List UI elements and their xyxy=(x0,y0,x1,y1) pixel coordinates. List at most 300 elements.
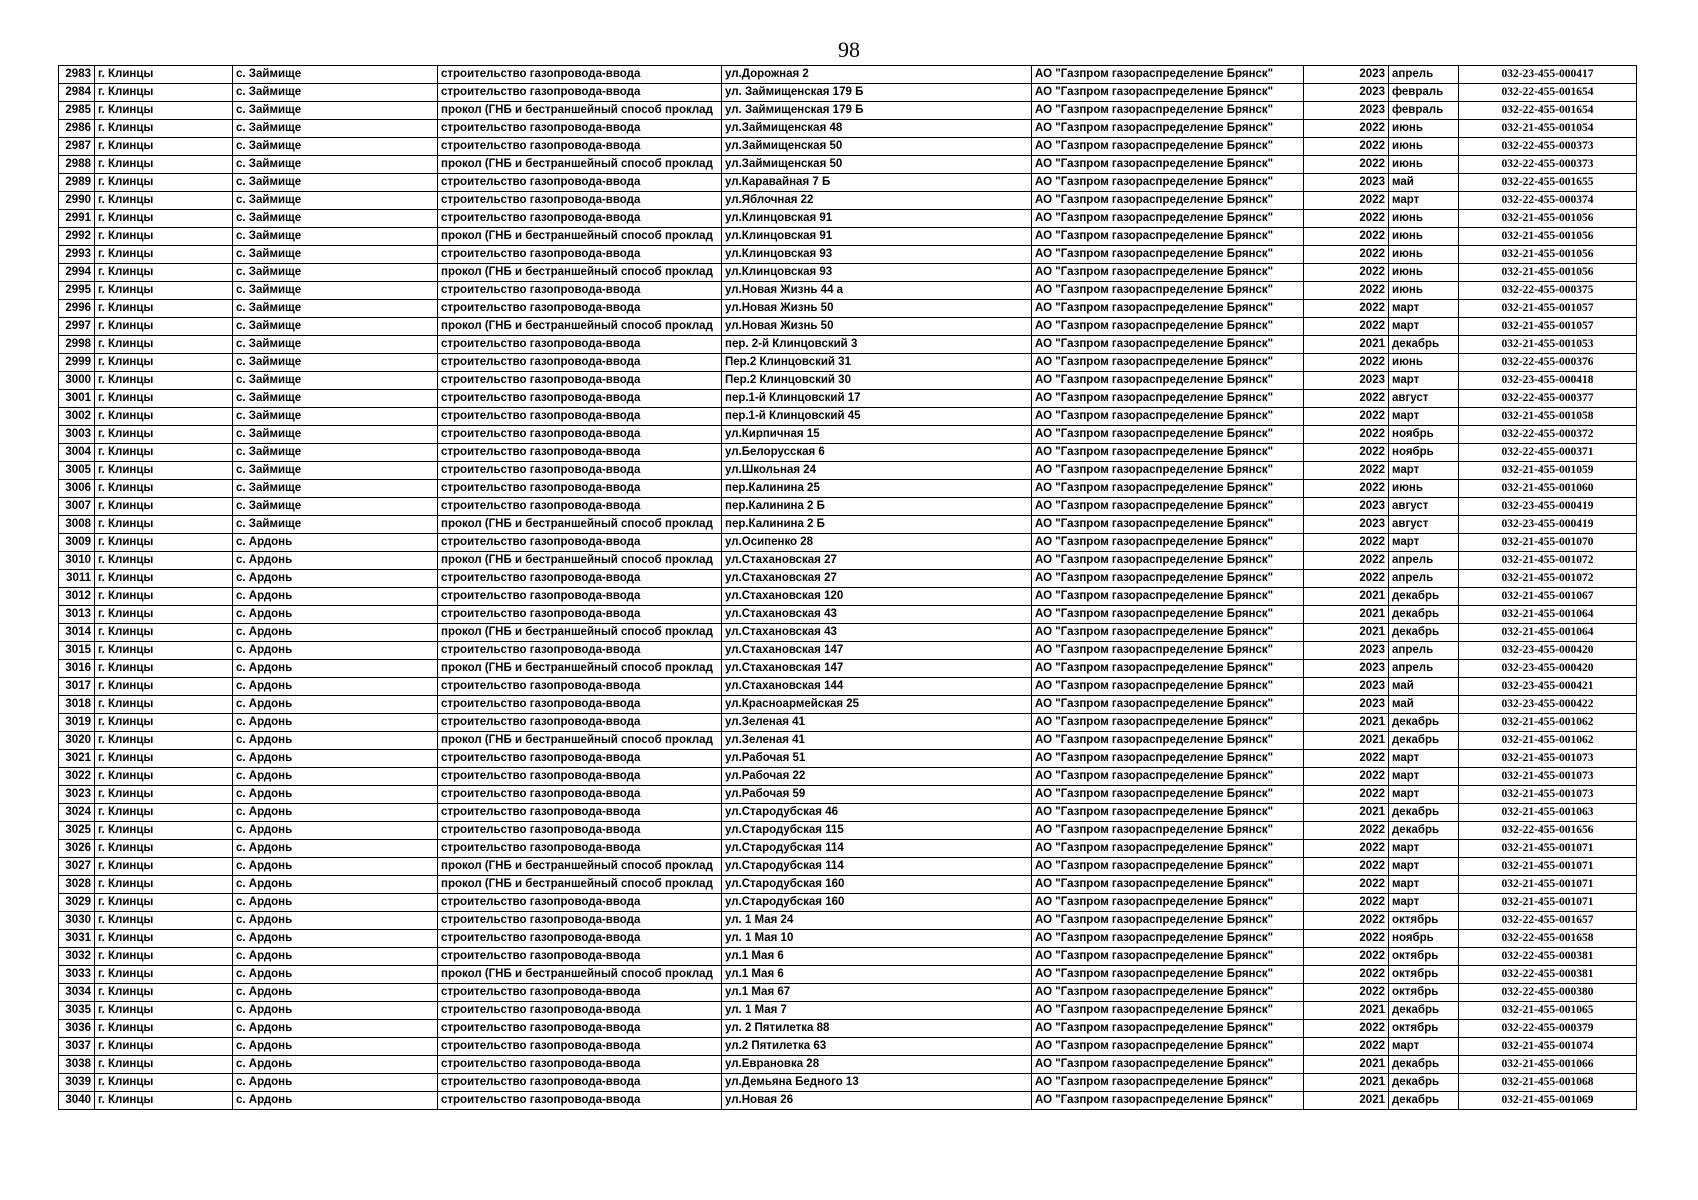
table-row xyxy=(59,408,1637,426)
settlement-cell: с. Займище xyxy=(233,354,438,372)
settlement-cell: с. Ардонь xyxy=(233,606,438,624)
organization-cell: АО "Газпром газораспределение Брянск" xyxy=(1032,966,1304,984)
organization-cell: АО "Газпром газораспределение Брянск" xyxy=(1032,894,1304,912)
settlement-cell: с. Ардонь xyxy=(233,894,438,912)
work-type-cell: строительство газопровода-ввода xyxy=(438,282,722,300)
work-type-cell: строительство газопровода-ввода xyxy=(438,840,722,858)
table-row xyxy=(59,1020,1637,1038)
table-row xyxy=(59,480,1637,498)
city-cell: г. Клинцы xyxy=(95,876,233,894)
settlement-cell: с. Займище xyxy=(233,66,438,84)
settlement-cell: с. Займище xyxy=(233,264,438,282)
address-cell: ул.Красноармейская 25 xyxy=(722,696,1032,714)
city-cell: г. Клинцы xyxy=(95,588,233,606)
organization-cell: АО "Газпром газораспределение Брянск" xyxy=(1032,1074,1304,1092)
contract-code-cell: 032-21-455-001060 xyxy=(1459,480,1637,498)
settlement-cell: с. Займище xyxy=(233,282,438,300)
contract-code-cell: 032-21-455-001058 xyxy=(1459,408,1637,426)
table-row xyxy=(59,1038,1637,1056)
organization-cell: АО "Газпром газораспределение Брянск" xyxy=(1032,822,1304,840)
city-cell: г. Клинцы xyxy=(95,264,233,282)
year-cell: 2023 xyxy=(1304,678,1389,696)
work-type-cell: строительство газопровода-ввода xyxy=(438,210,722,228)
city-cell: г. Клинцы xyxy=(95,570,233,588)
contract-code-cell: 032-21-455-001057 xyxy=(1459,300,1637,318)
table-row xyxy=(59,660,1637,678)
month-cell: декабрь xyxy=(1389,606,1459,624)
city-cell: г. Клинцы xyxy=(95,768,233,786)
work-type-cell: прокол (ГНБ и бестраншейный способ проклад xyxy=(438,858,722,876)
year-cell: 2023 xyxy=(1304,66,1389,84)
year-cell: 2021 xyxy=(1304,1056,1389,1074)
year-cell: 2022 xyxy=(1304,534,1389,552)
month-cell: май xyxy=(1389,174,1459,192)
city-cell: г. Клинцы xyxy=(95,786,233,804)
contract-code-cell: 032-22-455-000375 xyxy=(1459,282,1637,300)
address-cell: ул.Школьная 24 xyxy=(722,462,1032,480)
organization-cell: АО "Газпром газораспределение Брянск" xyxy=(1032,552,1304,570)
row-number-cell: 3005 xyxy=(59,462,95,480)
organization-cell: АО "Газпром газораспределение Брянск" xyxy=(1032,732,1304,750)
contract-code-cell: 032-23-455-000419 xyxy=(1459,516,1637,534)
organization-cell: АО "Газпром газораспределение Брянск" xyxy=(1032,228,1304,246)
settlement-cell: с. Займище xyxy=(233,120,438,138)
address-cell: ул. Займищенская 179 Б xyxy=(722,84,1032,102)
settlement-cell: с. Ардонь xyxy=(233,624,438,642)
table-row xyxy=(59,984,1637,1002)
address-cell: ул.Стахановская 27 xyxy=(722,570,1032,588)
contract-code-cell: 032-22-455-001654 xyxy=(1459,84,1637,102)
year-cell: 2022 xyxy=(1304,318,1389,336)
city-cell: г. Клинцы xyxy=(95,354,233,372)
work-type-cell: прокол (ГНБ и бестраншейный способ проклад xyxy=(438,516,722,534)
organization-cell: АО "Газпром газораспределение Брянск" xyxy=(1032,390,1304,408)
month-cell: октябрь xyxy=(1389,984,1459,1002)
organization-cell: АО "Газпром газораспределение Брянск" xyxy=(1032,318,1304,336)
table-row xyxy=(59,714,1637,732)
table-row xyxy=(59,1092,1637,1110)
row-number-cell: 2996 xyxy=(59,300,95,318)
work-type-cell: строительство газопровода-ввода xyxy=(438,786,722,804)
city-cell: г. Клинцы xyxy=(95,840,233,858)
row-number-cell: 2984 xyxy=(59,84,95,102)
table-row xyxy=(59,444,1637,462)
organization-cell: АО "Газпром газораспределение Брянск" xyxy=(1032,246,1304,264)
year-cell: 2022 xyxy=(1304,354,1389,372)
work-type-cell: строительство газопровода-ввода xyxy=(438,1056,722,1074)
month-cell: март xyxy=(1389,840,1459,858)
contract-code-cell: 032-22-455-001658 xyxy=(1459,930,1637,948)
city-cell: г. Клинцы xyxy=(95,642,233,660)
year-cell: 2023 xyxy=(1304,102,1389,120)
settlement-cell: с. Ардонь xyxy=(233,696,438,714)
contract-code-cell: 032-21-455-001064 xyxy=(1459,606,1637,624)
month-cell: март xyxy=(1389,786,1459,804)
row-number-cell: 3009 xyxy=(59,534,95,552)
table-row xyxy=(59,390,1637,408)
contract-code-cell: 032-21-455-001074 xyxy=(1459,1038,1637,1056)
work-type-cell: строительство газопровода-ввода xyxy=(438,642,722,660)
address-cell: ул. 1 Мая 24 xyxy=(722,912,1032,930)
table-row xyxy=(59,894,1637,912)
month-cell: декабрь xyxy=(1389,732,1459,750)
settlement-cell: с. Ардонь xyxy=(233,750,438,768)
address-cell: ул.Белорусская 6 xyxy=(722,444,1032,462)
organization-cell: АО "Газпром газораспределение Брянск" xyxy=(1032,696,1304,714)
month-cell: октябрь xyxy=(1389,948,1459,966)
year-cell: 2022 xyxy=(1304,966,1389,984)
table-row xyxy=(59,102,1637,120)
contract-code-cell: 032-23-455-000420 xyxy=(1459,642,1637,660)
settlement-cell: с. Ардонь xyxy=(233,930,438,948)
row-number-cell: 3017 xyxy=(59,678,95,696)
contract-code-cell: 032-22-455-001655 xyxy=(1459,174,1637,192)
address-cell: ул.Рабочая 59 xyxy=(722,786,1032,804)
table-row xyxy=(59,912,1637,930)
organization-cell: АО "Газпром газораспределение Брянск" xyxy=(1032,1056,1304,1074)
organization-cell: АО "Газпром газораспределение Брянск" xyxy=(1032,336,1304,354)
organization-cell: АО "Газпром газораспределение Брянск" xyxy=(1032,282,1304,300)
month-cell: март xyxy=(1389,768,1459,786)
row-number-cell: 3026 xyxy=(59,840,95,858)
city-cell: г. Клинцы xyxy=(95,948,233,966)
contract-code-cell: 032-21-455-001064 xyxy=(1459,624,1637,642)
settlement-cell: с. Займище xyxy=(233,408,438,426)
work-type-cell: прокол (ГНБ и бестраншейный способ проклад xyxy=(438,156,722,174)
row-number-cell: 2989 xyxy=(59,174,95,192)
organization-cell: АО "Газпром газораспределение Брянск" xyxy=(1032,498,1304,516)
contract-code-cell: 032-22-455-000380 xyxy=(1459,984,1637,1002)
table-row xyxy=(59,786,1637,804)
organization-cell: АО "Газпром газораспределение Брянск" xyxy=(1032,1038,1304,1056)
city-cell: г. Клинцы xyxy=(95,1092,233,1110)
year-cell: 2022 xyxy=(1304,894,1389,912)
address-cell: ул.Каравайная 7 Б xyxy=(722,174,1032,192)
contract-code-cell: 032-22-455-000377 xyxy=(1459,390,1637,408)
month-cell: апрель xyxy=(1389,552,1459,570)
work-type-cell: строительство газопровода-ввода xyxy=(438,714,722,732)
work-type-cell: строительство газопровода-ввода xyxy=(438,336,722,354)
city-cell: г. Клинцы xyxy=(95,714,233,732)
contract-code-cell: 032-21-455-001071 xyxy=(1459,876,1637,894)
year-cell: 2022 xyxy=(1304,912,1389,930)
contract-code-cell: 032-21-455-001056 xyxy=(1459,210,1637,228)
settlement-cell: с. Займище xyxy=(233,246,438,264)
row-number-cell: 3020 xyxy=(59,732,95,750)
work-type-cell: строительство газопровода-ввода xyxy=(438,696,722,714)
year-cell: 2022 xyxy=(1304,444,1389,462)
organization-cell: АО "Газпром газораспределение Брянск" xyxy=(1032,570,1304,588)
table-row xyxy=(59,336,1637,354)
year-cell: 2023 xyxy=(1304,660,1389,678)
contract-code-cell: 032-21-455-001071 xyxy=(1459,858,1637,876)
organization-cell: АО "Газпром газораспределение Брянск" xyxy=(1032,1092,1304,1110)
table-row xyxy=(59,822,1637,840)
table-row xyxy=(59,588,1637,606)
table-row xyxy=(59,966,1637,984)
address-cell: ул.Еврановка 28 xyxy=(722,1056,1032,1074)
table-row xyxy=(59,120,1637,138)
address-cell: ул.Стародубская 160 xyxy=(722,894,1032,912)
table-row xyxy=(59,696,1637,714)
organization-cell: АО "Газпром газораспределение Брянск" xyxy=(1032,480,1304,498)
contract-code-cell: 032-22-455-000373 xyxy=(1459,138,1637,156)
month-cell: март xyxy=(1389,462,1459,480)
table-row xyxy=(59,624,1637,642)
table-row xyxy=(59,354,1637,372)
row-number-cell: 3012 xyxy=(59,588,95,606)
settlement-cell: с. Ардонь xyxy=(233,732,438,750)
address-cell: ул.Зеленая 41 xyxy=(722,732,1032,750)
address-cell: ул.Кирпичная 15 xyxy=(722,426,1032,444)
work-type-cell: строительство газопровода-ввода xyxy=(438,750,722,768)
work-type-cell: строительство газопровода-ввода xyxy=(438,174,722,192)
month-cell: май xyxy=(1389,696,1459,714)
year-cell: 2022 xyxy=(1304,192,1389,210)
month-cell: ноябрь xyxy=(1389,444,1459,462)
organization-cell: АО "Газпром газораспределение Брянск" xyxy=(1032,786,1304,804)
row-number-cell: 2999 xyxy=(59,354,95,372)
table-row xyxy=(59,732,1637,750)
organization-cell: АО "Газпром газораспределение Брянск" xyxy=(1032,750,1304,768)
address-cell: Пер.2 Клинцовский 31 xyxy=(722,354,1032,372)
year-cell: 2022 xyxy=(1304,768,1389,786)
row-number-cell: 3040 xyxy=(59,1092,95,1110)
contract-code-cell: 032-23-455-000421 xyxy=(1459,678,1637,696)
table-row xyxy=(59,876,1637,894)
city-cell: г. Клинцы xyxy=(95,552,233,570)
address-cell: ул.Стахановская 27 xyxy=(722,552,1032,570)
contract-code-cell: 032-21-455-001072 xyxy=(1459,552,1637,570)
table-row xyxy=(59,228,1637,246)
address-cell: ул.Стародубская 115 xyxy=(722,822,1032,840)
city-cell: г. Клинцы xyxy=(95,282,233,300)
address-cell: ул.Клинцовская 91 xyxy=(722,228,1032,246)
month-cell: март xyxy=(1389,300,1459,318)
settlement-cell: с. Займище xyxy=(233,174,438,192)
address-cell: пер. 2-й Клинцовский 3 xyxy=(722,336,1032,354)
contract-code-cell: 032-21-455-001067 xyxy=(1459,588,1637,606)
organization-cell: АО "Газпром газораспределение Брянск" xyxy=(1032,192,1304,210)
settlement-cell: с. Ардонь xyxy=(233,840,438,858)
settlement-cell: с. Ардонь xyxy=(233,534,438,552)
month-cell: август xyxy=(1389,498,1459,516)
city-cell: г. Клинцы xyxy=(95,732,233,750)
year-cell: 2022 xyxy=(1304,858,1389,876)
contract-code-cell: 032-22-455-000374 xyxy=(1459,192,1637,210)
contract-code-cell: 032-22-455-001657 xyxy=(1459,912,1637,930)
work-type-cell: строительство газопровода-ввода xyxy=(438,246,722,264)
contract-code-cell: 032-23-455-000417 xyxy=(1459,66,1637,84)
organization-cell: АО "Газпром газораспределение Брянск" xyxy=(1032,408,1304,426)
city-cell: г. Клинцы xyxy=(95,210,233,228)
table-row xyxy=(59,462,1637,480)
year-cell: 2021 xyxy=(1304,336,1389,354)
settlement-cell: с. Займище xyxy=(233,138,438,156)
address-cell: ул.Осипенко 28 xyxy=(722,534,1032,552)
work-type-cell: строительство газопровода-ввода xyxy=(438,1074,722,1092)
settlement-cell: с. Займище xyxy=(233,318,438,336)
city-cell: г. Клинцы xyxy=(95,534,233,552)
city-cell: г. Клинцы xyxy=(95,930,233,948)
month-cell: июнь xyxy=(1389,228,1459,246)
settlement-cell: с. Займище xyxy=(233,426,438,444)
address-cell: ул. 1 Мая 7 xyxy=(722,1002,1032,1020)
month-cell: декабрь xyxy=(1389,1074,1459,1092)
organization-cell: АО "Газпром газораспределение Брянск" xyxy=(1032,660,1304,678)
table-row xyxy=(59,1002,1637,1020)
work-type-cell: строительство газопровода-ввода xyxy=(438,66,722,84)
year-cell: 2022 xyxy=(1304,282,1389,300)
work-type-cell: строительство газопровода-ввода xyxy=(438,408,722,426)
month-cell: февраль xyxy=(1389,102,1459,120)
work-type-cell: строительство газопровода-ввода xyxy=(438,930,722,948)
settlement-cell: с. Ардонь xyxy=(233,1074,438,1092)
organization-cell: АО "Газпром газораспределение Брянск" xyxy=(1032,876,1304,894)
month-cell: октябрь xyxy=(1389,966,1459,984)
month-cell: июнь xyxy=(1389,354,1459,372)
month-cell: март xyxy=(1389,534,1459,552)
settlement-cell: с. Займище xyxy=(233,462,438,480)
month-cell: апрель xyxy=(1389,570,1459,588)
settlement-cell: с. Ардонь xyxy=(233,912,438,930)
settlement-cell: с. Займище xyxy=(233,84,438,102)
city-cell: г. Клинцы xyxy=(95,660,233,678)
settlement-cell: с. Ардонь xyxy=(233,1092,438,1110)
address-cell: ул.Клинцовская 91 xyxy=(722,210,1032,228)
contract-code-cell: 032-21-455-001056 xyxy=(1459,264,1637,282)
work-type-cell: строительство газопровода-ввода xyxy=(438,606,722,624)
row-number-cell: 3037 xyxy=(59,1038,95,1056)
organization-cell: АО "Газпром газораспределение Брянск" xyxy=(1032,156,1304,174)
table-row xyxy=(59,930,1637,948)
row-number-cell: 3021 xyxy=(59,750,95,768)
work-type-cell: строительство газопровода-ввода xyxy=(438,480,722,498)
table-row xyxy=(59,606,1637,624)
row-number-cell: 3011 xyxy=(59,570,95,588)
work-type-cell: строительство газопровода-ввода xyxy=(438,588,722,606)
settlement-cell: с. Ардонь xyxy=(233,552,438,570)
year-cell: 2023 xyxy=(1304,696,1389,714)
year-cell: 2021 xyxy=(1304,1002,1389,1020)
organization-cell: АО "Газпром газораспределение Брянск" xyxy=(1032,948,1304,966)
year-cell: 2021 xyxy=(1304,1092,1389,1110)
settlement-cell: с. Ардонь xyxy=(233,984,438,1002)
city-cell: г. Клинцы xyxy=(95,174,233,192)
row-number-cell: 3035 xyxy=(59,1002,95,1020)
city-cell: г. Клинцы xyxy=(95,480,233,498)
organization-cell: АО "Газпром газораспределение Брянск" xyxy=(1032,930,1304,948)
year-cell: 2022 xyxy=(1304,210,1389,228)
work-type-cell: строительство газопровода-ввода xyxy=(438,894,722,912)
organization-cell: АО "Газпром газораспределение Брянск" xyxy=(1032,120,1304,138)
contract-code-cell: 032-21-455-001056 xyxy=(1459,246,1637,264)
year-cell: 2022 xyxy=(1304,840,1389,858)
contract-code-cell: 032-22-455-000381 xyxy=(1459,948,1637,966)
table-row xyxy=(59,642,1637,660)
work-type-cell: строительство газопровода-ввода xyxy=(438,426,722,444)
year-cell: 2022 xyxy=(1304,552,1389,570)
settlement-cell: с. Займище xyxy=(233,156,438,174)
city-cell: г. Клинцы xyxy=(95,120,233,138)
month-cell: декабрь xyxy=(1389,624,1459,642)
settlement-cell: с. Займище xyxy=(233,390,438,408)
month-cell: июнь xyxy=(1389,156,1459,174)
settlement-cell: с. Займище xyxy=(233,300,438,318)
city-cell: г. Клинцы xyxy=(95,912,233,930)
city-cell: г. Клинцы xyxy=(95,390,233,408)
organization-cell: АО "Газпром газораспределение Брянск" xyxy=(1032,678,1304,696)
city-cell: г. Клинцы xyxy=(95,66,233,84)
address-cell: ул.Новая Жизнь 50 xyxy=(722,300,1032,318)
contract-code-cell: 032-22-455-000373 xyxy=(1459,156,1637,174)
year-cell: 2023 xyxy=(1304,642,1389,660)
table-row xyxy=(59,678,1637,696)
month-cell: октябрь xyxy=(1389,1020,1459,1038)
address-cell: Пер.2 Клинцовский 30 xyxy=(722,372,1032,390)
year-cell: 2022 xyxy=(1304,930,1389,948)
city-cell: г. Клинцы xyxy=(95,750,233,768)
address-cell: ул. 2 Пятилетка 88 xyxy=(722,1020,1032,1038)
settlement-cell: с. Ардонь xyxy=(233,1020,438,1038)
table-row xyxy=(59,948,1637,966)
month-cell: декабрь xyxy=(1389,336,1459,354)
year-cell: 2022 xyxy=(1304,462,1389,480)
year-cell: 2022 xyxy=(1304,876,1389,894)
year-cell: 2022 xyxy=(1304,1020,1389,1038)
table-row xyxy=(59,534,1637,552)
month-cell: декабрь xyxy=(1389,1092,1459,1110)
settlement-cell: с. Займище xyxy=(233,444,438,462)
year-cell: 2021 xyxy=(1304,1074,1389,1092)
year-cell: 2022 xyxy=(1304,228,1389,246)
settlement-cell: с. Ардонь xyxy=(233,660,438,678)
year-cell: 2022 xyxy=(1304,138,1389,156)
settlement-cell: с. Ардонь xyxy=(233,948,438,966)
year-cell: 2022 xyxy=(1304,570,1389,588)
organization-cell: АО "Газпром газораспределение Брянск" xyxy=(1032,858,1304,876)
work-type-cell: строительство газопровода-ввода xyxy=(438,120,722,138)
row-number-cell: 3027 xyxy=(59,858,95,876)
work-type-cell: строительство газопровода-ввода xyxy=(438,354,722,372)
settlement-cell: с. Ардонь xyxy=(233,1002,438,1020)
organization-cell: АО "Газпром газораспределение Брянск" xyxy=(1032,768,1304,786)
year-cell: 2022 xyxy=(1304,984,1389,1002)
contract-code-cell: 032-21-455-001073 xyxy=(1459,750,1637,768)
month-cell: март xyxy=(1389,1038,1459,1056)
city-cell: г. Клинцы xyxy=(95,1038,233,1056)
city-cell: г. Клинцы xyxy=(95,192,233,210)
year-cell: 2022 xyxy=(1304,120,1389,138)
settlement-cell: с. Займище xyxy=(233,102,438,120)
contract-code-cell: 032-21-455-001068 xyxy=(1459,1074,1637,1092)
address-cell: ул.Новая Жизнь 44 а xyxy=(722,282,1032,300)
row-number-cell: 3024 xyxy=(59,804,95,822)
city-cell: г. Клинцы xyxy=(95,336,233,354)
work-type-cell: строительство газопровода-ввода xyxy=(438,462,722,480)
year-cell: 2021 xyxy=(1304,624,1389,642)
work-type-cell: строительство газопровода-ввода xyxy=(438,1020,722,1038)
table-row xyxy=(59,552,1637,570)
row-number-cell: 2997 xyxy=(59,318,95,336)
table-row xyxy=(59,246,1637,264)
table-row xyxy=(59,768,1637,786)
work-type-cell: строительство газопровода-ввода xyxy=(438,1002,722,1020)
settlement-cell: с. Ардонь xyxy=(233,714,438,732)
city-cell: г. Клинцы xyxy=(95,138,233,156)
organization-cell: АО "Газпром газораспределение Брянск" xyxy=(1032,354,1304,372)
table-row xyxy=(59,210,1637,228)
